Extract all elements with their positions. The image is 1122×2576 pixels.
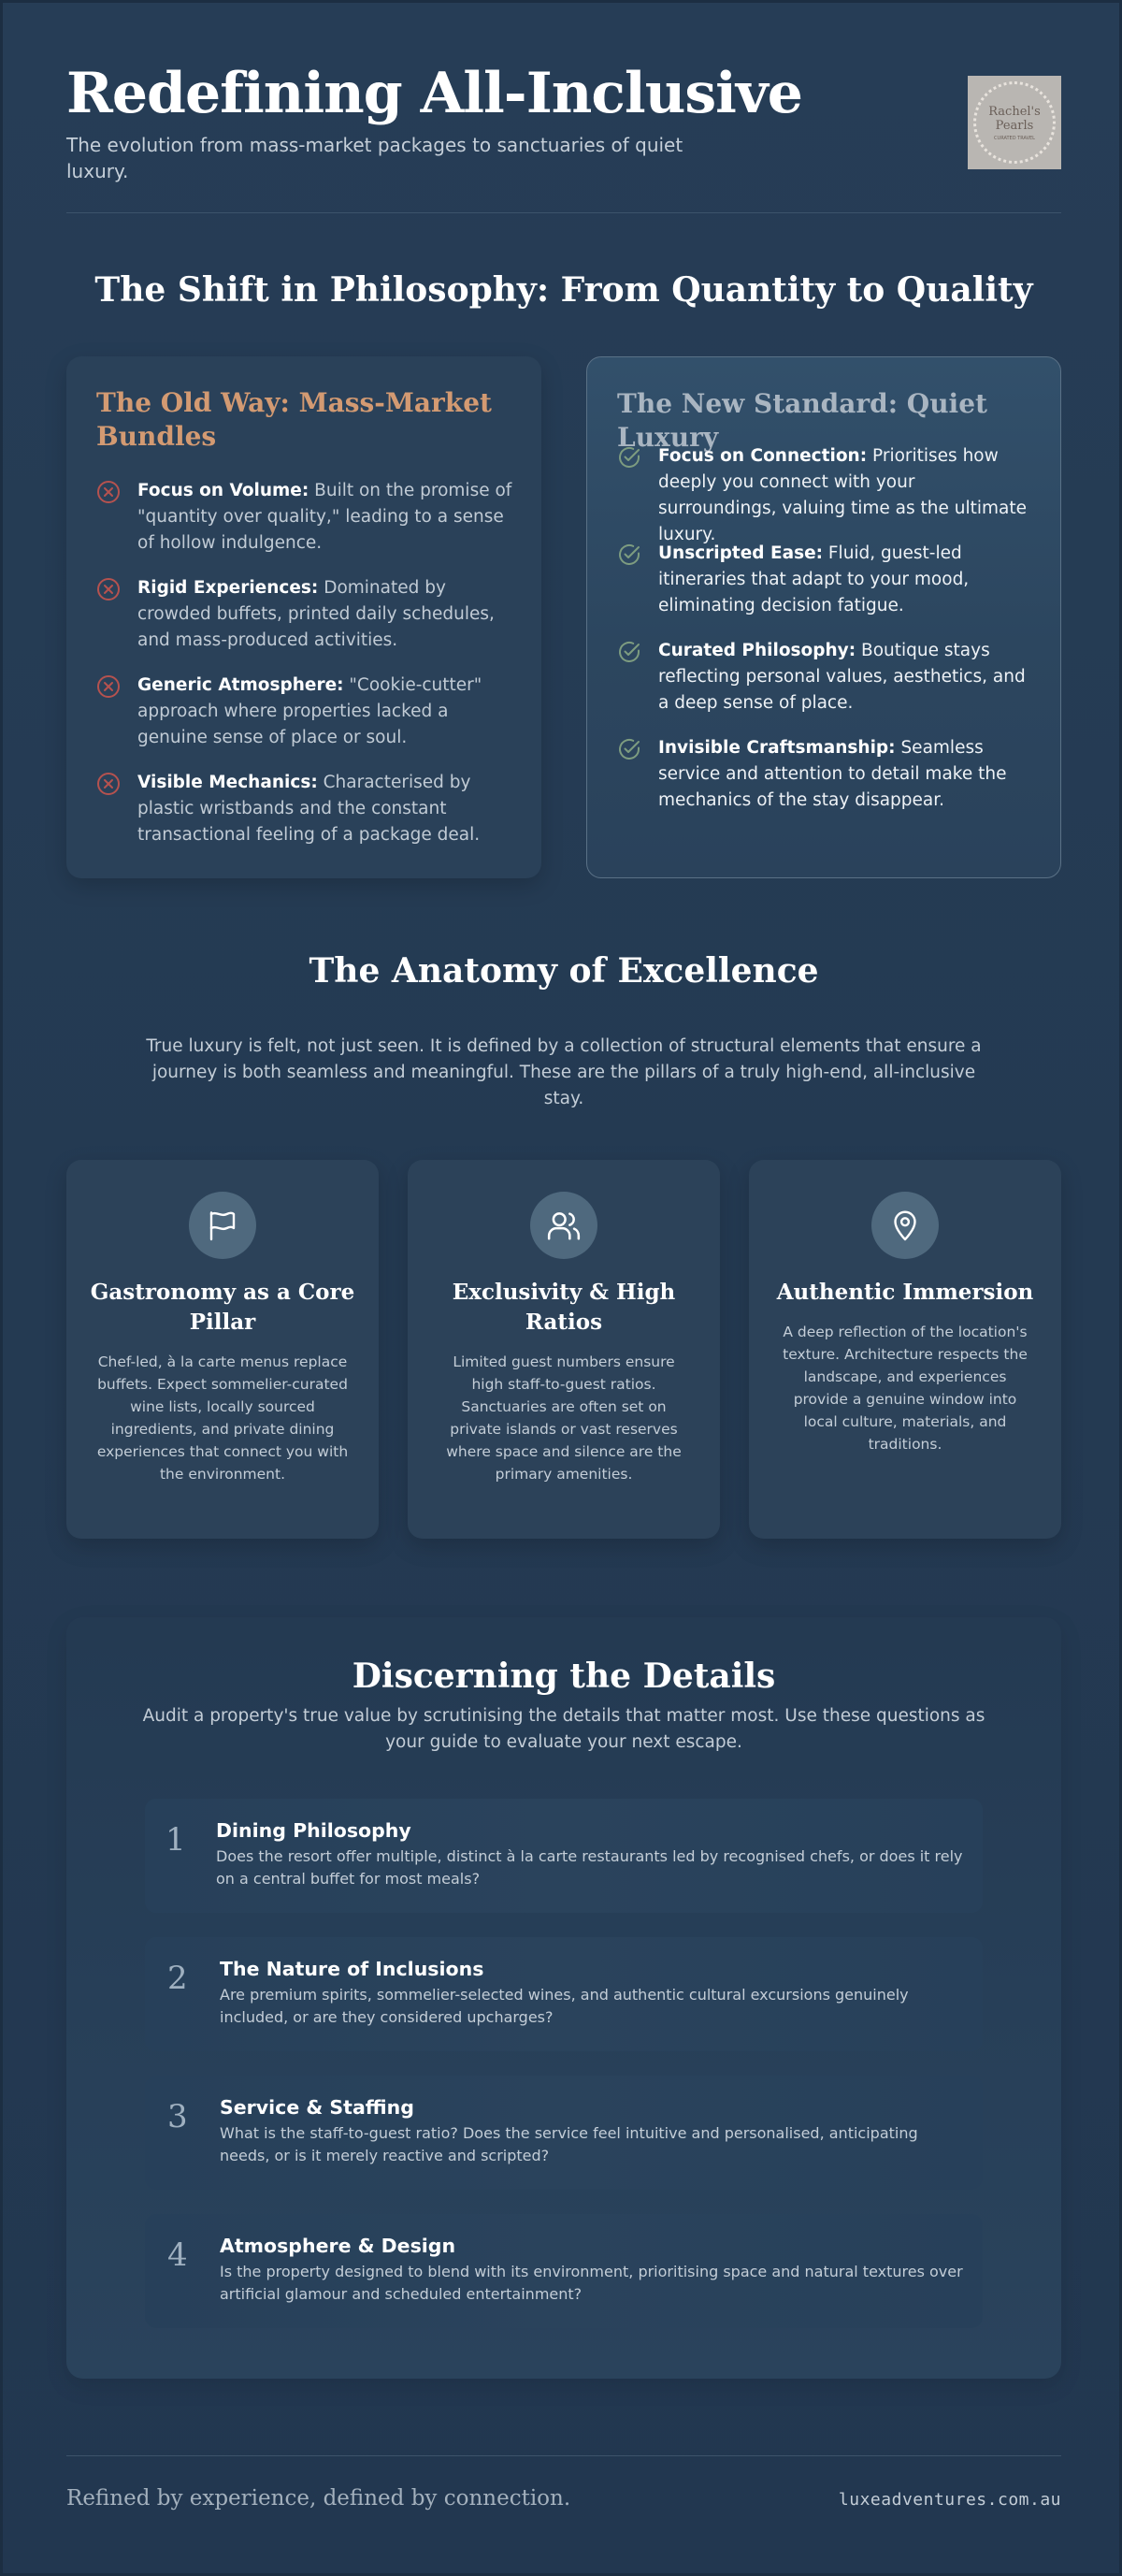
pillar-card-immersion	[749, 1160, 1061, 1539]
philosophy-section-title: The Shift in Philosophy: From Quantity to Quality	[94, 270, 1033, 310]
question-card	[145, 2214, 983, 2328]
old-way-item-text: Dominated by crowded buffets, printed daily schedules, and mass-produced activities.	[137, 578, 495, 650]
new-standard-item-text: Fluid, guest-led itineraries that adapt to your mood, eliminating decision fatigue.	[658, 543, 970, 615]
new-standard-item	[617, 735, 1038, 814]
old-way-item	[96, 575, 517, 654]
details-section	[66, 1617, 1061, 2379]
question-number: 4	[167, 2236, 188, 2274]
question-text: What is the staff-to-guest ratio? Does the service feel intuitive and personalised, anticipating needs, or is it merely reactive and scripted?	[220, 2124, 918, 2164]
question-title: Service & Staffing	[220, 2096, 414, 2119]
pillar-title: Exclusivity & High Ratios	[452, 1280, 676, 1335]
pillar-title: Authentic Immersion	[776, 1280, 1034, 1305]
question-title: Atmosphere & Design	[220, 2235, 456, 2257]
new-standard-item-text: Seamless service and attention to detail make the mechanics of the stay disappear.	[658, 738, 1007, 810]
flag-icon	[206, 1208, 239, 1242]
question-card	[145, 1937, 983, 2051]
check-circle-icon	[617, 543, 641, 567]
header	[66, 59, 1061, 213]
question-number: 3	[167, 2098, 188, 2135]
pillar-text: A deep reflection of the location's texture. Architecture respects the landscape, and experiences provide a genuine window into local culture, materials, and traditions.	[783, 1324, 1028, 1453]
footer	[66, 2455, 1061, 2530]
pillar-card-gastronomy	[66, 1160, 379, 1539]
x-circle-icon	[96, 674, 121, 699]
old-way-item-label: Focus on Volume:	[137, 481, 309, 500]
old-way-card	[66, 356, 541, 878]
x-circle-icon	[96, 577, 121, 601]
old-way-item	[96, 673, 517, 751]
map-pin-icon	[888, 1208, 922, 1242]
x-circle-icon	[96, 772, 121, 796]
pillar-card-exclusivity	[408, 1160, 720, 1539]
question-card	[145, 1799, 983, 1913]
new-standard-item-text: Prioritises how deeply you connect with your surroundings, valuing time as the ultimate luxury.	[658, 446, 1028, 544]
pillar-title: Gastronomy as a Core Pillar	[90, 1280, 355, 1335]
question-text: Are premium spirits, sommelier-selected wines, and authentic cultural excursions genuinely included, or are they considered upcharges?	[220, 1986, 909, 2026]
pillar-text: Limited guest numbers ensure high staff-to-guest ratios. Sanctuaries are often set on private islands or vast reserves where space and silence are the primary amenities.	[446, 1353, 682, 1483]
question-number: 1	[165, 1821, 186, 1859]
details-section-title: Discerning the Details	[352, 1657, 776, 1696]
anatomy-section-title: The Anatomy of Excellence	[309, 951, 819, 991]
logo-line-1: Rachel's	[988, 104, 1041, 119]
logo-tagline: CURATED TRAVEL	[994, 135, 1035, 141]
page-subtitle: The evolution from mass-market packages to sanctuaries of quiet luxury.	[66, 134, 683, 182]
question-card	[145, 2076, 983, 2190]
old-way-title: The Old Way: Mass-Market Bundles	[96, 387, 492, 452]
new-standard-item-label: Focus on Connection:	[658, 446, 868, 466]
question-number: 2	[167, 1960, 188, 1997]
check-circle-icon	[617, 640, 641, 664]
new-standard-item	[617, 443, 1038, 548]
footer-tagline: Refined by experience, defined by connection.	[66, 2486, 571, 2511]
x-circle-icon	[96, 480, 121, 504]
users-icon	[546, 1208, 582, 1243]
old-way-item	[96, 478, 517, 557]
new-standard-item-label: Curated Philosophy:	[658, 641, 856, 660]
new-standard-item-text: Boutique stays reflecting personal values, aesthetics, and a deep sense of place.	[658, 641, 1026, 713]
old-way-item-text: Built on the promise of "quantity over quality," leading to a sense of hollow indulgence.	[137, 481, 512, 553]
new-standard-title: The New Standard: Quiet Luxury	[617, 388, 987, 453]
logo-line-2: Pearls	[995, 118, 1034, 133]
question-title: Dining Philosophy	[216, 1819, 411, 1842]
old-way-item-text: Characterised by plastic wristbands and the constant transactional feeling of a package deal.	[137, 773, 481, 845]
new-standard-item-label: Invisible Craftsmanship:	[658, 738, 896, 758]
page-title: Redefining All-Inclusive	[66, 61, 802, 126]
new-standard-item-label: Unscripted Ease:	[658, 543, 824, 563]
new-standard-card	[586, 356, 1061, 878]
question-title: The Nature of Inclusions	[220, 1958, 484, 1980]
check-circle-icon	[617, 737, 641, 761]
old-way-item-label: Rigid Experiences:	[137, 578, 319, 598]
brand-logo	[968, 76, 1061, 169]
question-text: Does the resort offer multiple, distinct à la carte restaurants led by recognised chefs, or does it rely on a central buffet for most meals?	[216, 1847, 963, 1888]
old-way-item-label: Generic Atmosphere:	[137, 675, 344, 695]
old-way-item	[96, 770, 517, 848]
check-circle-icon	[617, 445, 641, 470]
question-text: Is the property designed to blend with its environment, prioritising space and natural textures over artificial glamour and scheduled entertainment?	[220, 2263, 963, 2303]
pillar-text: Chef-led, à la carte menus replace buffets. Expect sommelier-curated wine lists, locally sourced ingredients, and private dining experiences that connect you with the environment.	[96, 1353, 349, 1483]
new-standard-item	[617, 638, 1038, 716]
anatomy-intro: True luxury is felt, not just seen. It is defined by a collection of structural elements that ensure a journey is both seamless and meaningful. These are the pillars of a truly high-end, all-inclusive stay.	[146, 1036, 982, 1108]
details-intro: Audit a property's true value by scrutinising the details that matter most. Use these questions as your guide to evaluate your next escape.	[142, 1706, 985, 1752]
new-standard-item	[617, 541, 1038, 619]
old-way-item-label: Visible Mechanics:	[137, 773, 318, 792]
footer-website-link[interactable]: luxeadventures.com.au	[838, 2490, 1061, 2510]
old-way-item-text: "Cookie-cutter" approach where properties lacked a genuine sense of place or soul.	[137, 675, 482, 747]
logo-ring	[973, 81, 1056, 164]
